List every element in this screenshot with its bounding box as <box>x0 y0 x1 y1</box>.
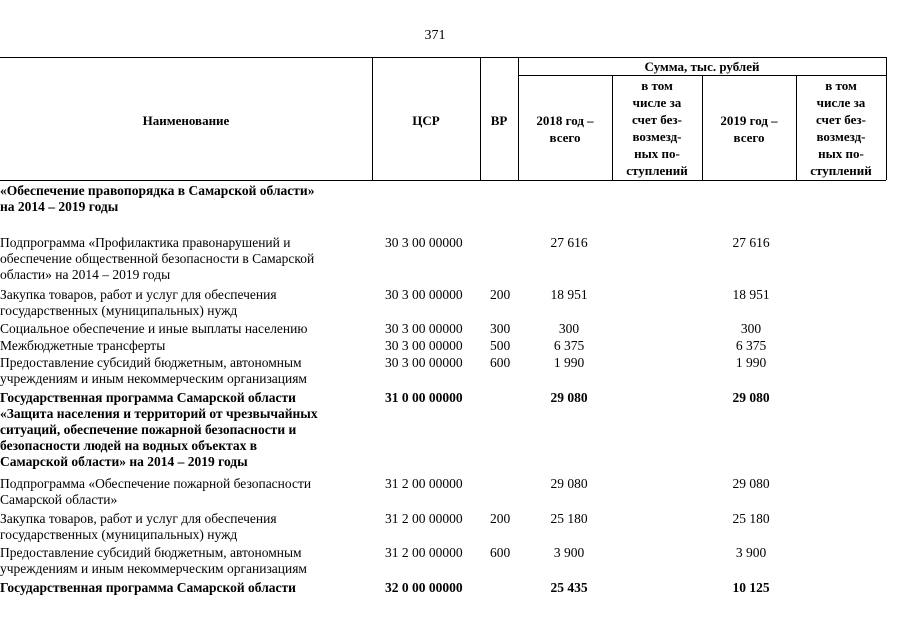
row-2018: 300 <box>558 321 580 336</box>
row-2019: 27 616 <box>732 235 770 250</box>
row-2018: 6 375 <box>553 338 585 353</box>
header-sum-group: Сумма, тыс. рублей <box>644 59 760 74</box>
header-bottom-rule <box>0 180 886 181</box>
row-2018: 3 900 <box>553 545 585 560</box>
row-2019: 29 080 <box>732 476 770 491</box>
row-name: «Обеспечение правопорядка в Самарской области» на 2014 – 2019 годы <box>0 183 315 214</box>
row-2019: 10 125 <box>732 580 770 595</box>
header-2018-free: в том числе за счет без- возмезд- ных по- ступлений <box>626 78 688 178</box>
row-name: Подпрограмма «Профилактика правонарушений и обеспечение общественной безопасности в Самарской области» на 2014 – 2019 годы <box>0 235 315 282</box>
row-2019: 3 900 <box>735 545 767 560</box>
row-2018: 25 435 <box>550 580 588 595</box>
header-right-edge <box>886 57 887 180</box>
row-2019: 18 951 <box>732 287 770 302</box>
row-name: Закупка товаров, работ и услуг для обеспечения государственных (муниципальных) нужд <box>0 287 277 318</box>
row-vr: 600 <box>490 545 511 560</box>
row-name: Предоставление субсидий бюджетным, автономным учреждениям и иным некоммерческим организациям <box>0 545 307 576</box>
row-name: Социальное обеспечение и иные выплаты населению <box>0 321 308 336</box>
row-2019: 25 180 <box>732 511 770 526</box>
row-2019: 1 990 <box>735 355 767 370</box>
row-csr: 31 2 00 00000 <box>385 476 463 491</box>
row-csr: 30 3 00 00000 <box>385 235 463 250</box>
row-csr: 31 2 00 00000 <box>385 545 463 560</box>
row-vr: 200 <box>490 287 511 302</box>
page-number: 371 <box>424 28 446 43</box>
header-2019-free: в том числе за счет без- возмезд- ных по- ступлений <box>810 78 872 178</box>
row-csr: 31 0 00 00000 <box>385 390 463 405</box>
row-2018: 27 616 <box>550 235 588 250</box>
row-2018: 25 180 <box>550 511 588 526</box>
row-name: Государственная программа Самарской области «Защита населения и территорий от чрезвычайных ситуаций, обеспечение пожарной безопасности и безопасности людей на водных объектах в Самарской области» на 2014 – 2019 годы <box>0 390 318 469</box>
row-vr: 300 <box>490 321 511 336</box>
header-2018-total: 2018 год – всего <box>536 113 594 145</box>
row-2019: 6 375 <box>735 338 767 353</box>
row-csr: 32 0 00 00000 <box>385 580 463 595</box>
row-name: Подпрограмма «Обеспечение пожарной безопасности Самарской области» <box>0 476 312 507</box>
header-vr: ВР <box>490 113 508 128</box>
row-name: Предоставление субсидий бюджетным, автономным учреждениям и иным некоммерческим организациям <box>0 355 307 386</box>
row-csr: 30 3 00 00000 <box>385 321 463 336</box>
row-csr: 30 3 00 00000 <box>385 287 463 302</box>
row-vr: 500 <box>490 338 511 353</box>
row-2018: 18 951 <box>550 287 588 302</box>
row-name: Закупка товаров, работ и услуг для обеспечения государственных (муниципальных) нужд <box>0 511 277 542</box>
row-2018: 29 080 <box>550 476 588 491</box>
header-name: Наименование <box>142 113 230 128</box>
row-vr: 600 <box>490 355 511 370</box>
row-vr: 200 <box>490 511 511 526</box>
row-csr: 31 2 00 00000 <box>385 511 463 526</box>
row-csr: 30 3 00 00000 <box>385 355 463 370</box>
row-2018: 1 990 <box>553 355 585 370</box>
row-2018: 29 080 <box>550 390 588 405</box>
row-2019: 29 080 <box>732 390 770 405</box>
row-csr: 30 3 00 00000 <box>385 338 463 353</box>
row-name: Межбюджетные трансферты <box>0 338 166 353</box>
header-2019-total: 2019 год – всего <box>720 113 778 145</box>
header-csr: ЦСР <box>412 113 440 128</box>
row-2019: 300 <box>740 321 762 336</box>
row-name: Государственная программа Самарской области <box>0 580 296 595</box>
